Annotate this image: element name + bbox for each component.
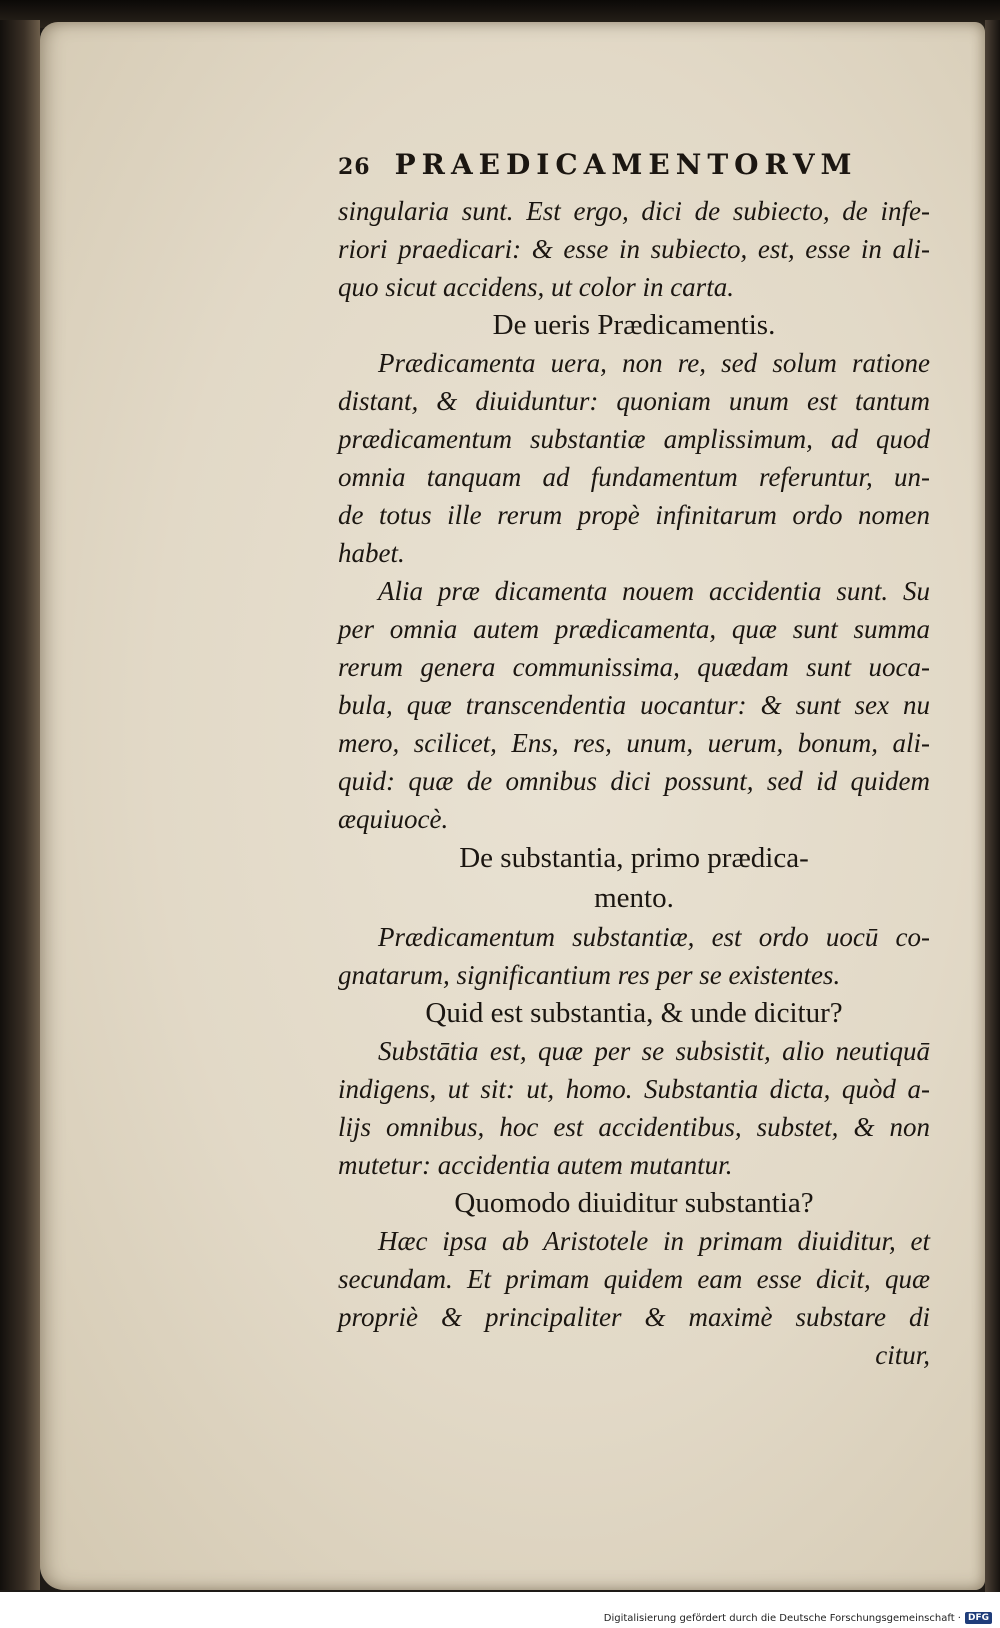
section-heading: Quomodo diuiditur substantia? [454,1187,814,1219]
text-line: Hæc ipsa ab Aristotele in primam diuiditur, et [378,1226,930,1256]
page-text [338,148,930,1374]
text-line: æquiuocè. [338,804,449,834]
text-line: lijs omnibus, hoc est accidentibus, substet, & non [338,1112,930,1142]
page-number: 26 [338,154,371,180]
text-line: secundam. Et primam quidem eam esse dicit, quæ [338,1264,930,1294]
catchword: citur, [875,1340,930,1370]
dfg-logo-icon: DFG [965,1612,992,1624]
text-line: rerum genera communissima, quædam sunt uoca- [338,652,930,682]
paragraph [338,918,930,994]
book-binding [0,20,40,1590]
text-line: Prædicamenta uera, non re, sed solum ratione [378,348,930,378]
section-heading: De ueris Prædicamentis. [492,309,776,341]
paragraph [338,572,930,838]
section-heading: De substantia, primo prædica- [459,842,809,874]
text-line: Alia præ dicamenta nouem accidentia sunt. Su [378,576,930,606]
running-title: PRAEDICAMENTORVM [394,148,858,181]
text-line: distant, & diuiduntur: quoniam unum est tantum [338,386,930,416]
text-line: singularia sunt. Est ergo, dici de subiecto, de infe- [338,196,930,226]
text-line: indigens, ut sit: ut, homo. Substantia dicta, quòd a- [338,1074,930,1104]
text-line: prædicamentum substantiæ amplissimum, ad quod [338,424,930,454]
paragraph [338,1032,930,1184]
paragraph [338,1222,930,1374]
paragraph [338,344,930,572]
text-line: per omnia autem prædicamenta, quæ sunt summa [338,614,930,644]
text-line: de totus ille rerum propè infinitarum ordo nomen [338,500,930,530]
text-line: riori praedicari: & esse in subiecto, est, esse in ali- [338,234,930,264]
funding-credit [604,1612,992,1624]
text-line: Substātia est, quæ per se subsistit, alio neutiquā [378,1036,930,1066]
text-line: gnatarum, significantium res per se existentes. [338,960,841,990]
text-line: mutetur: accidentia autem mutantur. [338,1150,733,1180]
text-line: quid: quæ de omnibus dici possunt, sed id quidem [338,766,930,796]
text-line: quo sicut accidens, ut color in carta. [338,272,734,302]
text-line: propriè & principaliter & maximè substare di [338,1302,930,1332]
running-head [338,148,930,192]
text-line: Prædicamentum substantiæ, est ordo uocū co- [378,922,930,952]
section-heading-continued: mento. [594,882,674,914]
paragraph [338,192,930,306]
page-edge [985,20,1000,1592]
text-line: bula, quæ transcendentia uocantur: & sunt sex nu [338,690,930,720]
credit-text: Digitalisierung gefördert durch die Deutsche Forschungsgemeinschaft · [603,1612,961,1624]
section-heading: Quid est substantia, & unde dicitur? [425,997,843,1029]
text-line: habet. [338,538,405,568]
text-line: omnia tanquam ad fundamentum referuntur, un- [338,462,930,492]
text-line: mero, scilicet, Ens, res, unum, uerum, bonum, ali- [338,728,930,758]
